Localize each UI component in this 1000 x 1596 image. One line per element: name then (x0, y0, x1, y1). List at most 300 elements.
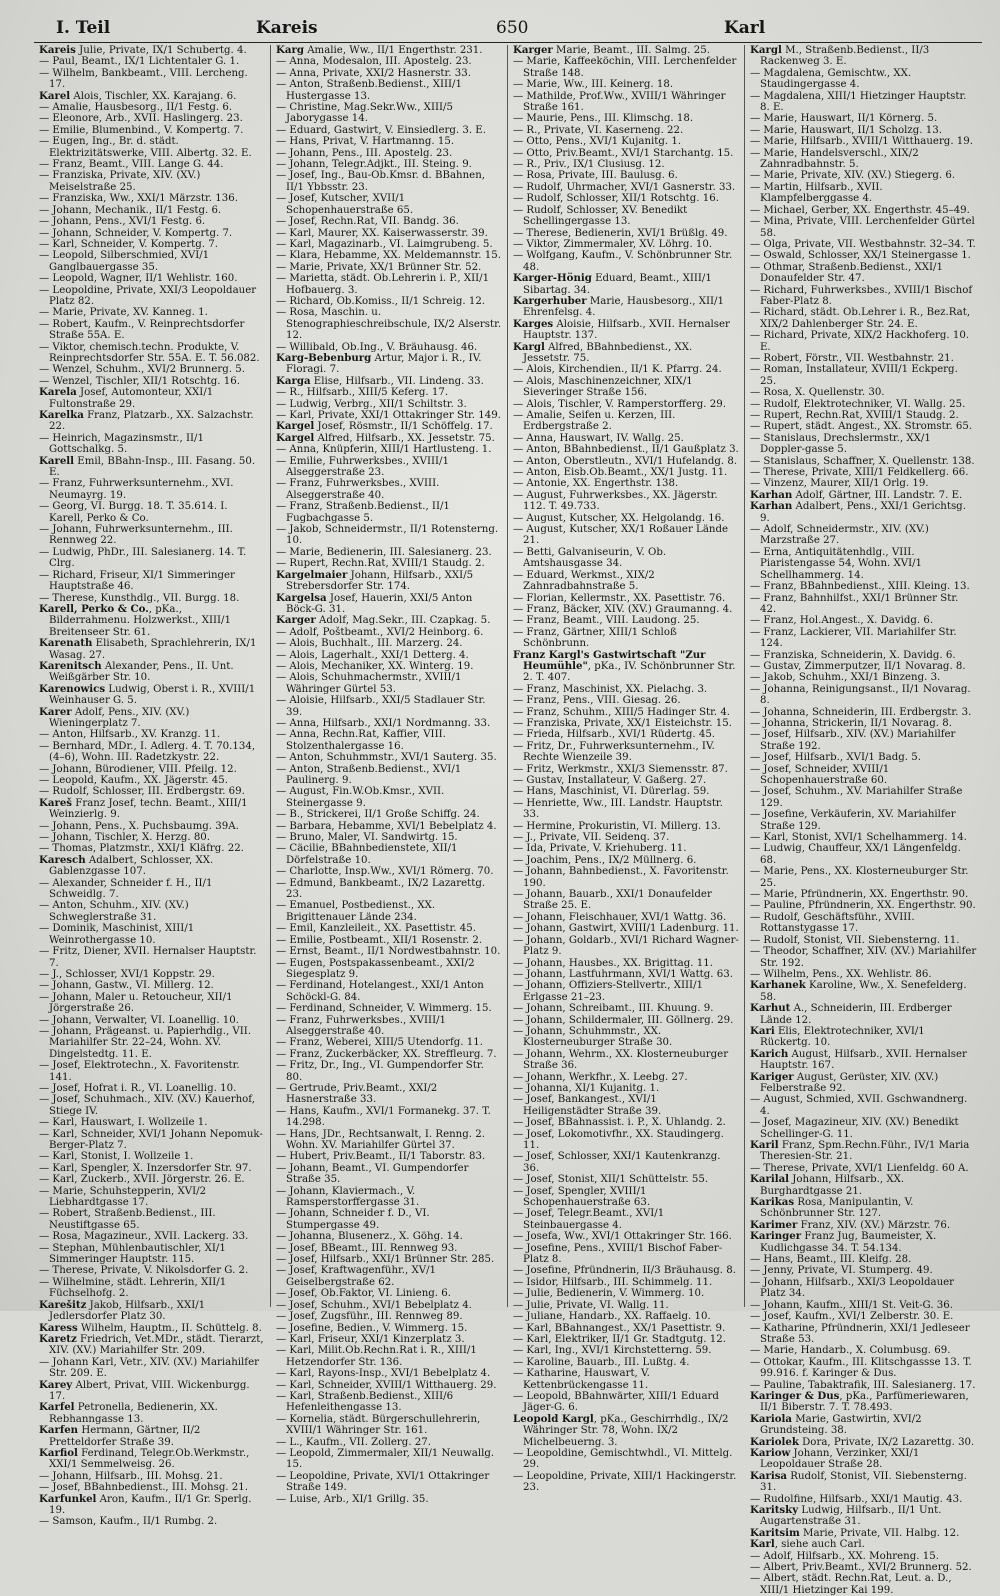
directory-entry (750, 45, 977, 68)
entry-details: — Richard, Fuhrwerksbes., XVIII/1 Bischof Faber-Platz 8. (750, 284, 973, 307)
entry-surname: Karer (39, 705, 72, 718)
entry-surname: Karel (39, 89, 71, 102)
entry-details: — Karl, BBahnangest., XX/1 Pasettistr. 9. (513, 1322, 726, 1334)
entry-details: — Franz, Beamt., VIII. Laudong. 25. (513, 615, 700, 627)
entry-details: — Rosa, X. Quellenstr. 30. (750, 387, 885, 399)
entry-details: — Rupert, Rechn.Rat, XVIII/1 Staudg. 2. (750, 410, 959, 421)
entry-details: — Hans, JDr., Rechtsanwalt, I. Renng. 2. Wohn. XV. Mariahilfer Gürtel 37. (276, 1128, 485, 1151)
directory-entry (750, 1562, 977, 1573)
column-3 (508, 44, 745, 1494)
entry-details: Marie, Gastwirtin, XVI/2 Grundsteing. 38. (760, 1413, 922, 1437)
entry-details: — Josef, Schlosser, XXI/1 Kautenkranzg. 36. (513, 1151, 721, 1174)
entry-details: Franz Josef, techn. Beamt., XIII/1 Weinzierlg. 9. (49, 797, 248, 821)
directory-entry (39, 855, 265, 878)
entry-details: — Johann, Schneider, V. Kompertg. 7. (39, 227, 233, 239)
directory-entry (276, 935, 502, 946)
entry-details: — R., Priv., IX/1 Clusiusg. 12. (513, 159, 665, 171)
directory-entry (39, 1026, 265, 1060)
entry-details: — Johann, Beamt., VI. Gumpendorfer Straße 35. (276, 1162, 469, 1186)
directory-entry (39, 136, 265, 159)
directory-entry (39, 821, 265, 832)
directory-entry (513, 1288, 739, 1299)
entry-details: Johann, Hilfsarb., XXI/5 Strebersdorfer Str. 174. (286, 569, 474, 593)
directory-entry (513, 547, 739, 570)
entry-details: — Barbara, Hebamme, XVI/1 Bebelplatz 4. (276, 820, 497, 832)
entry-details: — Marie, Private, XIV. (XV.) Stiegerg. 6. (750, 170, 956, 182)
entry-surname: Karenath (39, 637, 93, 650)
directory-entry (39, 638, 265, 661)
directory-entry (276, 1311, 502, 1322)
entry-details: Rosa, Manipulantin, V. Schönbrunner Str. 127. (760, 1197, 914, 1220)
directory-entry (276, 1129, 502, 1152)
entry-details: — Karl, Magazinarb., VI. Laimgrubeng. 5. (276, 238, 493, 250)
directory-entry (276, 250, 502, 261)
entry-details: — Josefine, Verkäuferin, XV. Mariahilfer Straße 129. (750, 809, 956, 832)
entry-details: — Wilhelm, Pens., XX. Wehlistr. 86. (750, 968, 932, 980)
entry-details: — Johann, Hilfsarb., III. Mohsg. 21. (39, 1470, 223, 1482)
directory-entry (750, 410, 977, 421)
directory-entry (39, 1117, 265, 1128)
directory-entry (750, 912, 977, 935)
directory-entry (513, 456, 739, 467)
directory-entry (513, 250, 739, 273)
directory-entry (513, 1357, 739, 1368)
entry-surname: Karenitsch (39, 659, 102, 672)
directory-entry (750, 399, 977, 410)
entry-details: — Kornelia, städt. Bürgerschullehrerin, XVIII/1 Währinger Str. 161. (276, 1413, 481, 1437)
directory-entry (513, 478, 739, 489)
entry-details: — Marie, Private, XV. Kanneg. 1. (39, 307, 208, 319)
entry-details: Josef, Automonteur, XXI/1 Fultonstraße 29. (49, 387, 214, 410)
directory-entry (513, 969, 739, 980)
directory-entry (39, 56, 265, 67)
entry-details: — Henriette, Ww., III. Landstr. Hauptstr. 33. (513, 797, 723, 821)
entry-details: — Karl, Schneider, XVIII/1 Witthauerg. 29. (276, 1379, 497, 1391)
entry-details: — Josef, Kutscher, XVII/1 Schopenhauerstraße 65. (276, 193, 414, 216)
entry-surname: Karimer (750, 1218, 798, 1231)
directory-entry (39, 1186, 265, 1209)
directory-entry (276, 718, 502, 729)
entry-details: — Rupert, Rechn.Rat, XVIII/1 Staudg. 2. (276, 558, 485, 570)
entry-details: Ludwig, Hilfsarb., II/1 Unt. Augartenstraße 31. (760, 1505, 942, 1528)
entry-details: — Josefine, Pens., XVIII/1 Bischof Faber-Platz 8. (513, 1242, 723, 1266)
directory-entry (750, 353, 977, 364)
entry-details: — Emil, Kanzleileit., XX. Pasettistr. 45. (276, 923, 476, 935)
directory-entry (750, 1448, 977, 1471)
directory-entry (750, 205, 977, 216)
directory-entry (276, 821, 502, 832)
entry-details: Hermann, Gärtner, II/2 Pretteldorfer Straße 39. (49, 1425, 201, 1448)
directory-entry (513, 570, 739, 593)
directory-entry (39, 786, 265, 797)
directory-entry (513, 239, 739, 250)
entry-details: — Karl, Hauswart, I. Wollzeile 1. (39, 1117, 208, 1129)
entry-details: , siehe auch Carl. (774, 1539, 865, 1551)
directory-entry (750, 1026, 977, 1049)
directory-entry (39, 1471, 265, 1482)
entry-details: — Rudolf, Uhrmacher, XVI/1 Gasnerstr. 33. (513, 181, 736, 193)
directory-entry (39, 1208, 265, 1231)
directory-entry (39, 878, 265, 901)
entry-details: — Ferdinand, Hotelangest., XXI/1 Anton Schöckl-G. 84. (276, 980, 484, 1003)
entry-details: — Franz, Zuckerbäcker, XX. Streffleurg. 7. (276, 1048, 497, 1060)
entry-details: — Thomas, Platzmstr., XXI/1 Kläfrg. 22. (39, 843, 244, 855)
directory-entry (276, 1288, 502, 1299)
directory-entry (750, 524, 977, 547)
entry-details: August, Gerüster, XIV. (XV.) Felberstraße 92. (760, 1071, 939, 1094)
entry-details: — Leopoldine, Private, XVI/1 Ottakringer Straße 149. (276, 1470, 490, 1494)
entry-details: — Leopoldine, Private, XIII/1 Hackingerstr. 23. (513, 1470, 737, 1494)
directory-entry (39, 946, 265, 969)
directory-entry (750, 1231, 977, 1254)
entry-details: Alfred, BBahnbedienst., XX. Jessetstr. 75. (523, 341, 693, 364)
entry-details: — Paul, Beamt., IX/1 Lichtentaler G. 1. (39, 56, 240, 68)
entry-details: — Johann, Schreibamt., III. Khuung. 9. (513, 1003, 714, 1015)
directory-entry (39, 775, 265, 786)
entry-details: — Franz, Bäcker, XIV. (XV.) Graumanng. 4. (513, 603, 733, 615)
directory-entry (276, 1414, 502, 1437)
page-number: 650 (496, 18, 529, 38)
entry-details: — Karl, Schneider, XVI/1 Johann Nepomuk-Berger-Platz 7. (39, 1128, 263, 1151)
entry-details: — Leopold, Zimmermaler, XII/1 Neuwallg. 15. (276, 1447, 495, 1471)
entry-surname: Karhanek (750, 979, 806, 992)
entry-details: — Franz, Bahnhilfst., XXI/1 Brünner Str. 42. (750, 592, 959, 615)
entry-details: — Karoline, Bauarb., III. Lußtg. 4. (513, 1356, 690, 1368)
directory-entry (750, 136, 977, 147)
directory-entry (513, 695, 739, 706)
entry-details: — Johann, Goldarb., XVI/1 Richard Wagner-Platz 9. (513, 934, 739, 958)
directory-entry (750, 239, 977, 250)
entry-details: Ferdinand, Telegr.Ob.Werkmstr., XXI/1 Semmelweisg. 26. (49, 1447, 250, 1471)
directory-entry (750, 627, 977, 650)
entry-details: — Rudolfine, Hilfsarb., XXI/1 Mautig. 43. (750, 1493, 963, 1505)
entry-details: — Johann, Hausbes., XX. Brigittag. 11. (513, 957, 713, 969)
directory-entry (276, 296, 502, 307)
entry-details: — Albert, städt. Rechn.Rat, Leut. a. D., XIII/1 Hietzinger Kai 199. (750, 1573, 952, 1596)
entry-details: — Olga, Private, VII. Westbahnstr. 32–34. T. (750, 238, 976, 250)
directory-entry (276, 946, 502, 957)
entry-details: — Ludwig, Verbrg., XII/1 Schiltstr. 3. (276, 398, 467, 410)
entry-details: — Wenzel, Schuhm., XVI/2 Brunnerg. 5. (39, 364, 245, 376)
entry-details: — Isidor, Hilfsarb., III. Schimmelg. 11. (513, 1276, 713, 1288)
entry-details: Franz, Platzarb., XX. Salzachstr. 22. (49, 410, 254, 433)
entry-details: — Rupert, städt. Angest., XX. Stromstr. 65. (750, 421, 973, 433)
directory-entry (513, 113, 739, 124)
entry-details: — Anton, Schuhm., XIV. (XV.) Schweglerstraße 31. (39, 900, 189, 923)
entry-details: Elise, Hilfsarb., VII. Lindeng. 33. (310, 375, 484, 387)
directory-entry (276, 1323, 502, 1334)
directory-entry (39, 1357, 265, 1380)
directory-entry (276, 1254, 502, 1265)
entry-details: — Emilie, Fuhrwerksbes., XVIII/1 Alseggerstraße 23. (276, 455, 449, 479)
entry-details: — Ottokar, Kaufm., III. Klitschgassse 13. T. 99.916. f. Karinger & Dus. (750, 1356, 972, 1380)
directory-entry (39, 113, 265, 124)
directory-entry (276, 764, 502, 787)
directory-entry (39, 1129, 265, 1152)
directory-entry (513, 513, 739, 524)
directory-entry (513, 1049, 739, 1072)
directory-entry (750, 661, 977, 672)
entry-details: — Karl, Schneider, V. Kompertg. 7. (39, 238, 218, 250)
entry-details: Ludwig, Oberst i. R., XVIII/1 Weinhauser G. 5. (49, 683, 256, 707)
entry-details: — Wenzel, Tischler, XII/1 Rotschtg. 16. (39, 375, 240, 387)
directory-entry (513, 912, 739, 923)
entry-details: — Jakob, Schneidermstr., II/1 Rotensterng. 10. (276, 524, 499, 547)
entry-details: — Johann, Telegr.Adjkt., III. Steing. 9. (276, 159, 472, 171)
directory-entry (513, 729, 739, 740)
directory-entry (513, 79, 739, 90)
entry-details: — Oswald, Schlosser, XX/1 Steinergasse 1. (750, 250, 971, 262)
directory-entry (513, 764, 739, 775)
directory-entry (276, 900, 502, 923)
entry-details: — Alois, Lagerhalt., XXI/1 Detterg. 4. (276, 649, 469, 661)
entry-details: — Magdalena, Gemischtw., XX. Staudingergasse 4. (750, 67, 912, 91)
entry-details: — Johann, Pens., XVI/1 Festg. 6. (39, 216, 206, 228)
directory-entry (276, 216, 502, 227)
directory-entry (750, 456, 977, 467)
directory-entry (513, 182, 739, 193)
entry-details: — Franz, Weberei, XIII/5 Utendorfg. 11. (276, 1037, 483, 1049)
directory-entry (513, 205, 739, 228)
entry-details: — Josef, Hofrat i. R., VI. Loanellig. 10. (39, 1082, 237, 1094)
entry-details: — Johanna, Strickerin, II/1 Novarag. 8. (750, 717, 952, 729)
entry-surname: Karilal (750, 1173, 790, 1186)
directory-entry (39, 239, 265, 250)
entry-details: Franz, Spm.Rechn.Führ., IV/1 Maria Theresien-Str. 21. (760, 1140, 970, 1163)
directory-entry (39, 661, 265, 684)
directory-entry (513, 1471, 739, 1494)
entry-details: Elisabeth, Sprachlehrerin, IX/1 Wasag. 27. (49, 638, 257, 661)
entry-details: — Alois, Tischler, V. Ramperstorfferg. 29. (513, 398, 726, 410)
entry-details: — August, Kutscher, XX/1 Roßauer Lände 21. (513, 524, 729, 547)
entry-details: Adalbert, Pens., XXI/1 Gerichtsg. 9. (760, 501, 966, 524)
entry-details: — Rosa, Maschin. u. Stenographieschreibschule, IX/2 Alserstr. 12. (276, 307, 502, 342)
entry-details: — Johanna, Schneiderin, III. Erdbergstr. 3. (750, 706, 972, 718)
entry-details: — Leopold, Kaufm., XX. Jägerstr. 45. (39, 775, 228, 786)
directory-entry (39, 604, 265, 638)
entry-details: Artur, Major i. R., IV. Floragi. 7. (286, 352, 482, 376)
entry-surname: Kargelsa (276, 591, 327, 604)
entry-details: — Marie, Bedienerin, III. Salesianerg. 23. (276, 546, 492, 558)
directory-entry (513, 1300, 739, 1311)
directory-entry (276, 1151, 502, 1162)
entry-details: — Johann, Schuhmmstr., XX. Klosterneuburger Straße 30. (513, 1025, 673, 1049)
entry-surname: Karela (39, 386, 77, 399)
entry-details: — Rudolf, Schlosser, III. Erdbergstr. 69. (39, 786, 245, 798)
entry-details: — Karl, Zuckerb., XVII. Jörgerstr. 26. E. (39, 1174, 245, 1186)
entry-details: August, Hilfsarb., XVII. Hernalser Hauptstr. 167. (760, 1048, 967, 1072)
directory-entry (513, 319, 739, 342)
entry-details: — Johanna, Reinigungsanst., II/1 Novarag. 8. (750, 683, 971, 707)
entry-details: — Johann, Pens., X. Puchsbaumg. 39A. (39, 820, 239, 832)
directory-entry (750, 786, 977, 809)
directory-entry (276, 1083, 502, 1106)
entry-details: — Karl, Maurer, XX. Kaiserwasserstr. 39. (276, 227, 488, 239)
entry-details: — Karl, Straßenb.Bedienst., XIII/6 Hefenleithengasse 13. (276, 1390, 454, 1414)
directory-entry (513, 855, 739, 866)
entry-details: — Marie, Kaffeeköchin, VIII. Lerchenfelder Straße 148. (513, 56, 737, 79)
entry-details: — Karl, Elektriker, II/1 Gr. Stadtgutg. 12. (513, 1333, 726, 1345)
directory-entry (513, 627, 739, 650)
directory-entry (39, 216, 265, 227)
entry-details: — Johann, Wehrm., XX. Klosterneuburger Straße 36. (513, 1048, 729, 1072)
entry-details: — Ernst, Beamt., II/1 Nordwestbahnstr. 10. (276, 946, 501, 958)
entry-details: — Rosa, Private, III. Baulusg. 6. (513, 170, 678, 182)
entry-details: Marie, Private, VII. Halbg. 12. (799, 1527, 960, 1539)
entry-details: — Fritz, Werkmstr., XXI/3 Siemensstr. 87. (513, 763, 728, 775)
directory-entry (750, 91, 977, 114)
directory-entry (39, 193, 265, 204)
directory-entry (39, 1516, 265, 1527)
directory-entry (513, 45, 739, 56)
entry-surname: Karfel (39, 1401, 75, 1414)
directory-entry (276, 729, 502, 752)
entry-details: Alois, Tischler, XX. Karajang. 6. (70, 90, 237, 102)
directory-entry (513, 1311, 739, 1322)
directory-entry (513, 170, 739, 181)
directory-entry (750, 1140, 977, 1163)
entry-details: — Marie, Pens., XX. Klosterneuburger Str. 25. (750, 866, 969, 889)
entry-details: — Johanna, Blusenerz., X. Göhg. 14. (276, 1231, 463, 1243)
entry-details: — Otto, Pens., XVI/1 Kujanitg. 1. (513, 136, 682, 148)
entry-details: Amalie, Ww., II/1 Engerthstr. 231. (303, 45, 483, 56)
directory-entry (276, 672, 502, 695)
directory-entry (276, 1437, 502, 1448)
directory-entry (513, 1414, 739, 1448)
entry-details: — Johann, Verwalter, VI. Loanellig. 10. (39, 1014, 239, 1026)
entry-surname: Kargerhuber (513, 294, 587, 307)
entry-details: Johann, Verzinker, XXI/1 Leopoldauer Straße 28. (760, 1447, 920, 1471)
entry-surname: Kariola (750, 1412, 792, 1425)
directory-entry (750, 1049, 977, 1072)
directory-entry (39, 159, 265, 170)
directory-entry (513, 786, 739, 797)
directory-entry (513, 56, 739, 79)
directory-entry (276, 136, 502, 147)
directory-entry (513, 798, 739, 821)
directory-entry (39, 707, 265, 730)
entry-details: — Adolf, Schneidermstr., XIV. (XV.) Marzstraße 27. (750, 524, 929, 547)
entry-surname: Karell (39, 454, 75, 467)
last-keyword: Karl (724, 18, 766, 38)
directory-entry (39, 319, 265, 342)
entry-surname: Karešitz (39, 1298, 87, 1311)
entry-surname: Kareis (39, 44, 76, 56)
entry-details: — Mathilde, Prof.Ww., XVIII/1 Währinger Straße 161. (513, 90, 726, 114)
directory-entry (39, 1380, 265, 1403)
directory-entry (276, 228, 502, 239)
directory-entry (39, 1151, 265, 1162)
directory-entry (39, 501, 265, 524)
directory-entry (513, 467, 739, 478)
entry-details: — Richard, Friseur, XI/1 Simmeringer Hauptstraße 46. (39, 569, 235, 593)
directory-entry (276, 650, 502, 661)
directory-entry (276, 273, 502, 296)
directory-entry (276, 638, 502, 649)
directory-entry (276, 262, 502, 273)
entry-details: — Johann, Offiziers-Stellvertr., XIII/1 Erlgasse 21–23. (513, 980, 703, 1003)
directory-entry (276, 809, 502, 820)
entry-surname: Karil (750, 1139, 779, 1151)
entry-details: — Emilie, Postbeamt., XII/1 Rosenstr. 2. (276, 934, 483, 946)
entry-details: — Karl, Ing., XVI/1 Kirchstetterng. 59. (513, 1345, 712, 1357)
entry-details: — Rudolf, Schlosser, XII/1 Rotschtg. 16. (513, 193, 719, 205)
entry-details: Emil, BBahn-Insp., III. Fasang. 50. E. (49, 455, 256, 479)
entry-surname: Karelka (39, 409, 84, 421)
entry-surname: Franz Kargl's Gastwirtschaft "Zur Heumühle" (513, 648, 706, 672)
entry-details: — Franz, Maschinist, XX. Pielachg. 3. (513, 683, 708, 695)
directory-entry (39, 923, 265, 946)
directory-entry (39, 1083, 265, 1094)
directory-entry (276, 1186, 502, 1209)
entry-details: — Josef, BBahnassist. i. P., X. Uhlandg. 2. (513, 1117, 726, 1129)
entry-details: — Josef, Hilfsarb., XIV. (XV.) Mariahilfer Straße 192. (750, 729, 956, 752)
column-4 (745, 44, 982, 1596)
entry-details: — Antonie, XX. Engerthstr. 138. (513, 478, 679, 490)
entry-details: — Johann, Bauarb., XXI/1 Donaufelder Straße 25. E. (513, 889, 712, 912)
directory-entry (39, 68, 265, 91)
entry-surname: Karell, Perko & Co. (39, 602, 149, 615)
entry-details: — Stanislaus, Drechslermstr., XX/1 Doppler-gasse 5. (750, 432, 931, 456)
entry-details: — Rudolf, Stonist, VII. Siebensterng. 11. (750, 934, 960, 946)
entry-details: — Magdalena, XIII/1 Hietzinger Hauptstr. 8. E. (750, 90, 967, 114)
directory-entry (750, 364, 977, 387)
directory-entry (276, 786, 502, 809)
entry-details: — Marie, Schuhstepperin, XVI/2 Liebhardtgasse 17. (39, 1185, 207, 1209)
directory-entry (276, 570, 502, 593)
directory-entry (39, 524, 265, 547)
directory-entry (513, 148, 739, 159)
entry-details: — Marie, Private, XX/1 Brünner Str. 52. (276, 261, 482, 273)
directory-entry (276, 444, 502, 455)
entry-details: — Franz, Fuhrwerksunternehm., XVI. Neumayrg. 19. (39, 478, 234, 501)
entry-details: — Josef, Bankangest., XVI/1 Heiligenstädter Straße 39. (513, 1094, 662, 1117)
entry-details: — Fritz, Dr., Ing., VI. Gumpendorfer Str. 80. (276, 1060, 484, 1083)
entry-details: — Anton, Straßenb.Bedienst., XVI/1 Paulinerg. 9. (276, 763, 462, 786)
entry-details: Alfred, Hilfsarb., XX. Jessetstr. 75. (314, 432, 495, 444)
entry-details: — Dominik, Maschinist, XIII/1 Weinrothergasse 10. (39, 923, 195, 946)
entry-details: — Leopoldine, Gemischtwhdl., VI. Mittelg. 29. (513, 1447, 733, 1471)
entry-details: — Josef, Kraftwagenführ., XV/1 Geiselbergstraße 62. (276, 1265, 436, 1288)
entry-details: Franz, XIV. (XV.) Märzstr. 76. (797, 1219, 951, 1231)
directory-entry (513, 1083, 739, 1094)
entry-details: — Viktor, Zimmermaler, XV. Löhrg. 10. (513, 238, 713, 250)
directory-entry (276, 878, 502, 901)
directory-entry (513, 433, 739, 444)
directory-entry (39, 364, 265, 375)
entry-details: — Josef, Spengler, XVIII/1 Schopenhauerstraße 63. (513, 1185, 651, 1209)
directory-entry (39, 980, 265, 991)
directory-entry (750, 672, 977, 683)
entry-details: — Josef, Rechn.Rat, VII. Bandg. 36. (276, 216, 459, 228)
entry-surname: Karinger (750, 1230, 802, 1243)
directory-entry (39, 1174, 265, 1185)
entry-details: — J., Private, VII. Seidenq. 37. (513, 832, 670, 844)
directory-entry (750, 1311, 977, 1322)
entry-details: — Maurie, Pens., III. Klimschg. 18. (513, 113, 694, 125)
entry-details: — Hermine, Prokuristin, VI. Millerg. 13. (513, 820, 721, 832)
directory-entry (513, 980, 739, 1003)
directory-entry (276, 661, 502, 672)
entry-details: — Anton, Hilfsarb., XV. Kranzg. 11. (39, 729, 221, 741)
directory-entry (39, 547, 265, 570)
directory-entry (39, 125, 265, 136)
directory-entry (750, 330, 977, 353)
entry-details: — Johann, Bahnbedienst., X. Favoritenstr. 190. (513, 866, 729, 889)
entry-details: — Josef, Schneider, XVIII/1 Schopenhauerstraße 60. (750, 763, 890, 786)
entry-details: — Gustav, Installateur, V. Gaßerg. 27. (513, 775, 707, 786)
directory-entry (276, 376, 502, 387)
